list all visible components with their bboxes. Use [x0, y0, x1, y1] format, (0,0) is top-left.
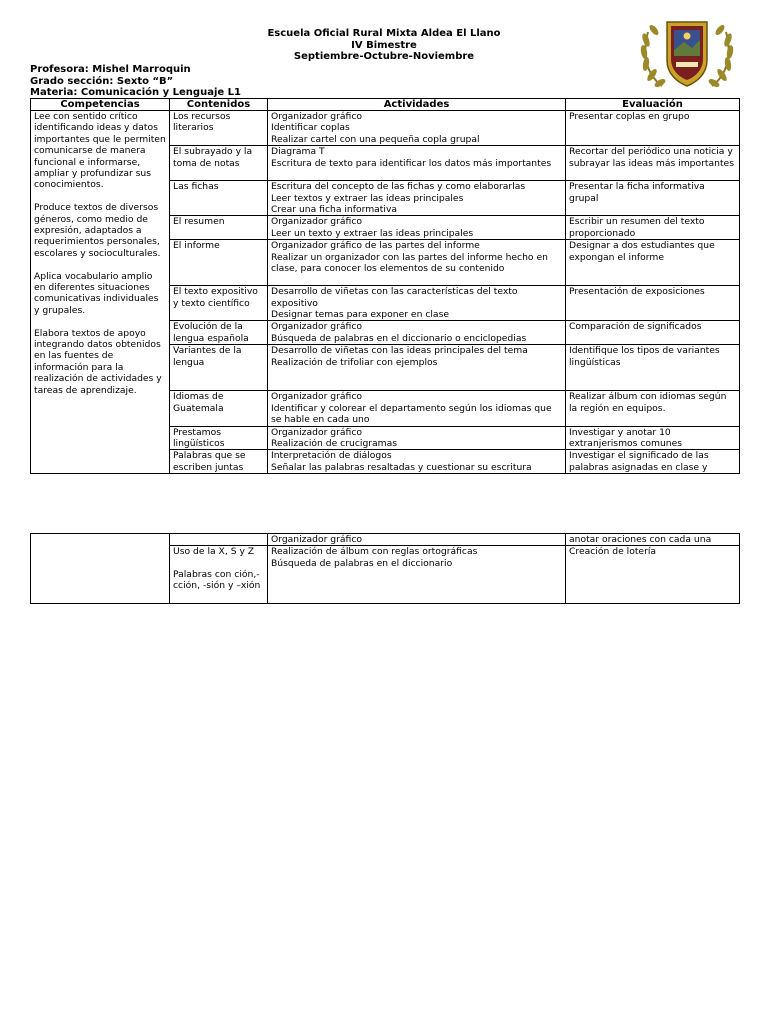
contenido-cell: El resumen — [170, 216, 268, 240]
evaluacion-cell: Identifique los tipos de variantes lingüísticas — [566, 345, 740, 391]
actividades-cell — [268, 345, 566, 391]
actividad-line: Identificar coplas — [271, 122, 350, 134]
actividad-line: Organizador gráfico de las partes del informe — [271, 240, 480, 252]
contenido-cell: Palabras que se escriben juntas — [170, 450, 268, 474]
header-actividades: Actividades — [268, 99, 566, 111]
competencia-text: Produce textos de diversos géneros, como medio de expresión, adaptados a requerimientos personales, escolares y socioculturales. — [34, 202, 161, 259]
actividades-cell — [268, 286, 566, 321]
actividades-cell — [268, 240, 566, 286]
actividad-line: Interpretación de diálogos — [271, 450, 392, 462]
actividad-line: Organizador gráfico — [271, 391, 362, 403]
contenido-cell: Prestamos lingüísticos — [170, 426, 268, 450]
evaluacion-cell: Recortar del periódico una noticia y subrayar las ideas más importantes — [566, 146, 740, 181]
actividad-line: Organizador gráfico — [271, 216, 362, 228]
header-competencias: Competencias — [31, 99, 170, 111]
actividad-line: Crear una ficha informativa — [271, 204, 398, 216]
evaluacion-cell: Presentar la ficha informativa grupal — [566, 181, 740, 216]
term-label: IV Bimestre — [351, 39, 417, 51]
competencia-text: Aplica vocabulario amplio en diferentes situaciones comunicativas individuales y grupales. — [34, 270, 159, 316]
planning-table — [30, 98, 740, 474]
teacher-label: Profesora: Mishel Marroquin — [30, 64, 191, 75]
actividad-line: Organizador gráfico — [271, 426, 362, 438]
competencia-text: Lee con sentido crítico identificando ideas y datos importantes que le permiten comunicarse de manera funcional e informarse, ampliar y profundizar sus conocimientos. — [34, 111, 166, 191]
contenido-cell: El subrayado y la toma de notas — [170, 146, 268, 181]
evaluacion-cell: Escribir un resumen del texto proporcionado — [566, 216, 740, 240]
header-evaluacion: Evaluación — [566, 99, 740, 111]
header-contenidos: Contenidos — [170, 99, 268, 111]
actividad-line: Organizador gráfico — [271, 534, 362, 545]
school-crest-logo — [640, 14, 734, 94]
evaluacion-cell: Presentar coplas en grupo — [566, 111, 740, 146]
subject-label: Materia: Comunicación y Lenguaje L1 — [30, 87, 241, 98]
document-meta — [30, 64, 241, 99]
actividad-line: Realizar cartel con una pequeña copla grupal — [271, 133, 480, 145]
actividades-cell — [268, 391, 566, 426]
actividad-line: Realización de trifoliar con ejemplos — [271, 356, 438, 368]
actividades-cell — [268, 146, 566, 181]
actividad-line: Leer un texto y extraer las ideas principales — [271, 227, 474, 239]
actividades-cell — [268, 426, 566, 450]
actividad-line: Realización de crucigramas — [271, 437, 398, 449]
evaluacion-cell: anotar oraciones con cada una — [566, 534, 740, 546]
actividad-line: Búsqueda de palabras en el diccionario o enciclopedias — [271, 332, 527, 344]
actividad-line: Organizador gráfico — [271, 321, 362, 333]
contenido-cell — [170, 546, 268, 604]
grade-label: Grado sección: Sexto “B” — [30, 75, 174, 87]
actividad-line: Realización de álbum con reglas ortográficas — [271, 546, 478, 558]
actividad-line: Leer textos y extraer las ideas principales — [271, 192, 464, 204]
shield-icon — [667, 22, 707, 86]
school-name: Escuela Oficial Rural Mixta Aldea El Llano — [267, 28, 501, 39]
actividades-cell — [268, 111, 566, 146]
actividad-line: Diagrama T — [271, 146, 325, 158]
actividad-line: Escritura del concepto de las fichas y como elaborarlas — [271, 181, 526, 193]
actividades-cell — [268, 216, 566, 240]
actividad-line: Organizador gráfico — [271, 111, 362, 122]
evaluacion-cell: Designar a dos estudiantes que expongan el informe — [566, 240, 740, 286]
actividad-line: Designar temas para exponer en clase — [271, 309, 450, 321]
competencias-cell — [31, 534, 170, 604]
actividad-line: Identificar y colorear el departamento según los idiomas que se hable en cada uno — [271, 402, 552, 426]
contenido-cell — [170, 534, 268, 546]
contenido-text: Palabras con ción,-cción, -sión y –xión — [173, 568, 261, 592]
contenido-cell: El informe — [170, 240, 268, 286]
contenido-cell: Idiomas de Guatemala — [170, 391, 268, 426]
table-row — [31, 534, 740, 546]
contenido-cell: Variantes de la lengua — [170, 345, 268, 391]
competencia-text: Elabora textos de apoyo integrando datos obtenidos en las fuentes de información para la realización de actividades y tareas de aprendizaje. — [34, 327, 162, 396]
competencias-cell — [31, 111, 170, 474]
planning-table-continued — [30, 533, 740, 604]
actividades-cell — [268, 181, 566, 216]
contenido-cell: El texto expositivo y texto científico — [170, 286, 268, 321]
evaluacion-cell: Investigar y anotar 10 extranjerismos comunes — [566, 426, 740, 450]
actividades-cell — [268, 321, 566, 345]
contenido-cell: Evolución de la lengua española — [170, 321, 268, 345]
actividad-line: Escritura de texto para identificar los datos más importantes — [271, 157, 552, 169]
table-row — [31, 111, 740, 146]
actividad-line: Desarrollo de viñetas con las ideas principales del tema — [271, 345, 528, 357]
months-label: Septiembre-Octubre-Noviembre — [293, 51, 475, 62]
actividades-cell — [268, 534, 566, 546]
contenido-cell: Los recursos literarios — [170, 111, 268, 146]
actividad-line: Desarrollo de viñetas con las características del texto expositivo — [271, 286, 518, 309]
actividad-line: Señalar las palabras resaltadas y cuestionar su escritura — [271, 461, 532, 473]
evaluacion-cell: Presentación de exposiciones — [566, 286, 740, 321]
contenido-text: Uso de la X, S y Z — [173, 546, 255, 558]
evaluacion-cell: Creación de lotería — [566, 546, 740, 604]
actividades-cell — [268, 546, 566, 604]
evaluacion-cell: Comparación de significados — [566, 321, 740, 345]
evaluacion-cell: Realizar álbum con idiomas según la región en equipos. — [566, 391, 740, 426]
actividad-line: Realizar un organizador con las partes del informe hecho en clase, para conocer los elementos de su contenido — [271, 251, 548, 275]
actividad-line: Búsqueda de palabras en el diccionario — [271, 557, 453, 569]
evaluacion-cell: Investigar el significado de las palabras asignadas en clase y — [566, 450, 740, 474]
actividades-cell — [268, 450, 566, 474]
contenido-cell: Las fichas — [170, 181, 268, 216]
